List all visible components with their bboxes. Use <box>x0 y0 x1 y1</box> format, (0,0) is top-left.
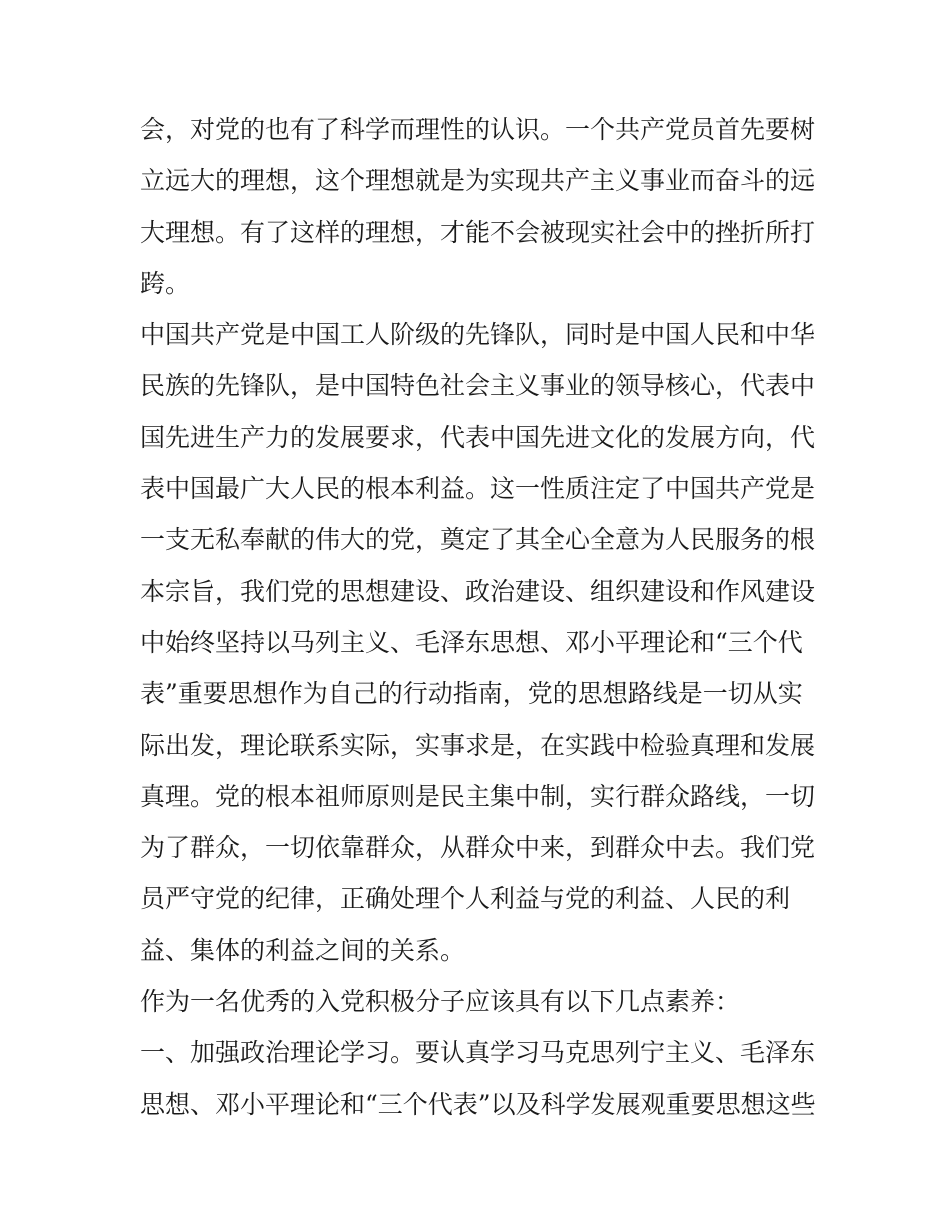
text-line: 大理想。有了这样的理想，才能不会被现实社会中的挫折所打 <box>140 217 816 247</box>
text-line: 国先进生产力的发展要求，代表中国先进文化的发展方向，代 <box>140 422 816 452</box>
text-line: 中始终坚持以马列主义、毛泽东思想、邓小平理论和“三个代 <box>140 627 803 657</box>
text-line: 为了群众，一切依靠群众，从群众中来，到群众中去。我们党 <box>140 833 816 863</box>
text-line: 一支无私奉献的伟大的党，奠定了其全心全意为人民服务的根 <box>140 525 816 555</box>
text-line: 民族的先锋队，是中国特色社会主义事业的领导核心，代表中 <box>140 371 816 401</box>
text-line: 中国共产党是中国工人阶级的先锋队，同时是中国人民和中华 <box>140 320 816 350</box>
text-line: 思想、邓小平理论和“三个代表”以及科学发展观重要思想这些 <box>140 1089 816 1119</box>
text-line: 一、加强政治理论学习。要认真学习马克思列宁主义、毛泽东 <box>140 1038 816 1068</box>
text-line: 益、集体的利益之间的关系。 <box>140 935 466 965</box>
document-body <box>140 104 820 1130</box>
text-line: 表中国最广大人民的根本利益。这一性质注定了中国共产党是 <box>140 474 816 504</box>
text-line: 员严守党的纪律，正确处理个人利益与党的利益、人民的利 <box>140 884 791 914</box>
text-line: 作为一名优秀的入党积极分子应该具有以下几点素养： <box>140 987 741 1017</box>
text-line: 表”重要思想作为自己的行动指南，党的思想路线是一切从实 <box>140 679 803 709</box>
text-line: 会，对党的也有了科学而理性的认识。一个共产党员首先要树 <box>140 115 816 144</box>
text-line: 本宗旨，我们党的思想建设、政治建设、组织建设和作风建设 <box>140 576 816 606</box>
text-line: 际出发，理论联系实际，实事求是，在实践中检验真理和发展 <box>140 730 816 760</box>
text-line: 立远大的理想，这个理想就是为实现共产主义事业而奋斗的远 <box>140 166 816 196</box>
text-line: 跨。 <box>140 268 191 298</box>
text-line: 真理。党的根本祖师原则是民主集中制，实行群众路线，一切 <box>140 781 816 811</box>
